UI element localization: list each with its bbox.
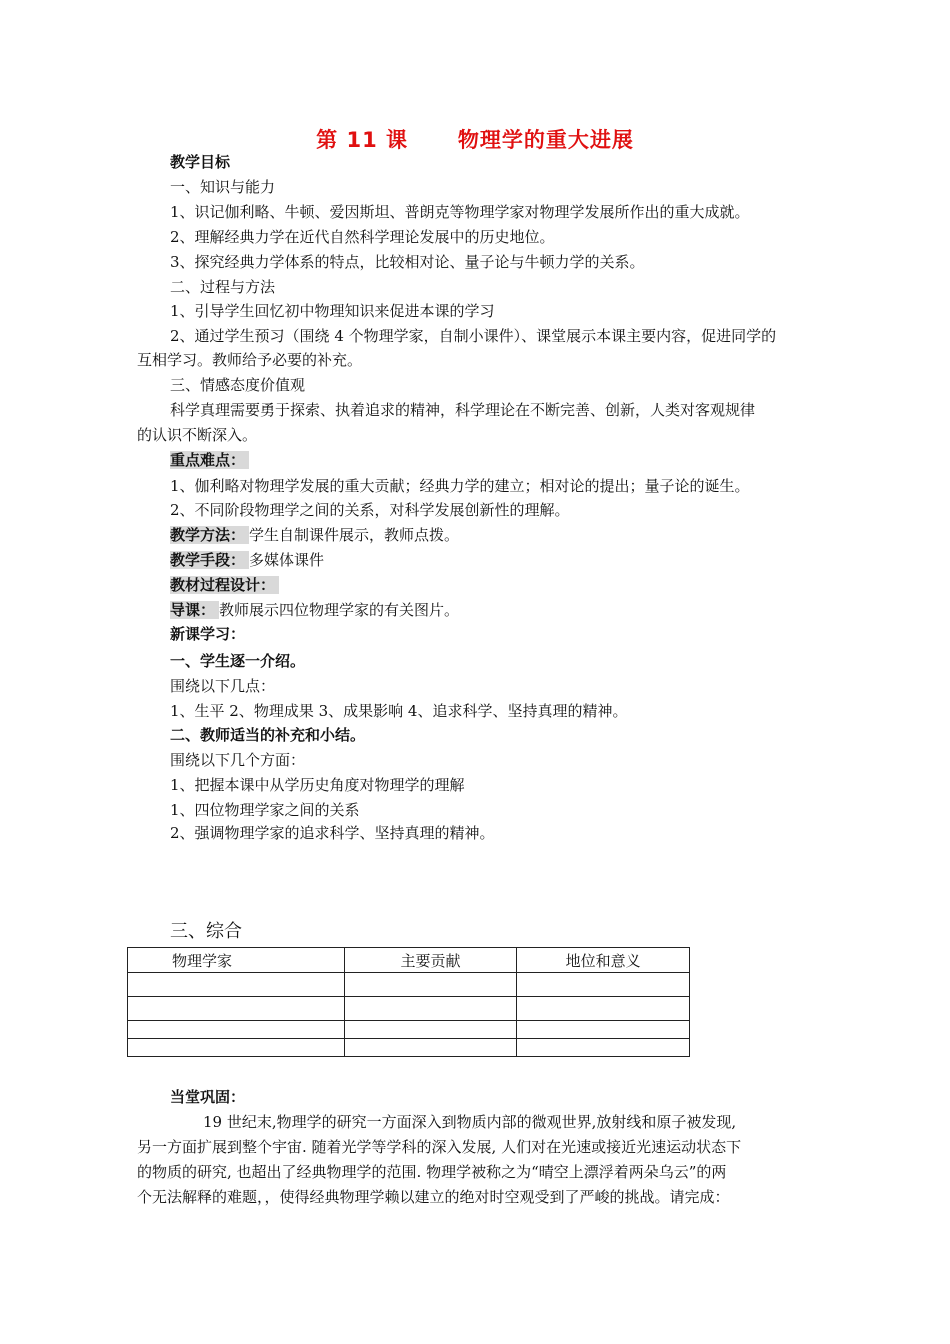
process-item-2-line-1: 2、通过学生预习（围绕 4 个物理学家，自制小课件）、课堂展示本课主要内容，促进同学的	[170, 327, 777, 345]
means-label: 教学手段：	[170, 551, 249, 569]
intro-label: 导课：	[170, 601, 219, 619]
values-line-1: 科学真理需要勇于探索、执着追求的精神，科学理论在不断完善、创新，人类对客观规律	[170, 401, 756, 419]
table-row	[128, 1039, 690, 1057]
objective-item: 1、识记伽利略、牛顿、爱因斯坦、普朗克等物理学家对物理学发展所作出的重大成就。	[170, 203, 750, 221]
table-cell[interactable]	[128, 1039, 345, 1057]
intro-line	[170, 600, 459, 620]
summary-table	[127, 947, 690, 1057]
means-text: 多媒体课件	[249, 551, 325, 569]
consolidation-line: 个无法解释的难题，，使得经典物理学赖以建立的绝对时空观受到了严峻的挑战。请完成：	[137, 1188, 730, 1206]
table-cell[interactable]	[344, 973, 517, 997]
objectives-section-2: 二、过程与方法	[170, 278, 276, 296]
objectives-section-1: 一、知识与能力	[170, 178, 276, 196]
table-cell[interactable]	[344, 1021, 517, 1039]
process-heading: 教材过程设计：	[170, 576, 279, 594]
key-points-heading: 重点难点：	[170, 451, 249, 469]
table-row	[128, 997, 690, 1021]
table-cell[interactable]	[128, 973, 345, 997]
consolidation-line: 的物质的研究, 也超出了经典物理学的范围. 物理学被称之为“晴空上漂浮着两朵乌云”的两	[137, 1163, 727, 1181]
part-2-heading: 二、教师适当的补充和小结。	[170, 726, 366, 744]
summary-heading: 三、综合	[170, 921, 242, 942]
table-cell[interactable]	[517, 1039, 690, 1057]
column-header-physicist: 物理学家	[128, 948, 345, 973]
new-lesson-heading: 新课学习：	[170, 625, 246, 643]
part-1-around: 围绕以下几点：	[170, 677, 276, 695]
table-row	[128, 973, 690, 997]
part-2-item: 1、四位物理学家之间的关系	[170, 801, 360, 819]
column-header-contribution: 主要贡献	[344, 948, 517, 973]
process-item-2-line-2: 互相学习。教师给予必要的补充。	[137, 351, 363, 369]
consolidation-heading: 当堂巩固：	[170, 1088, 246, 1106]
method-line	[170, 525, 459, 545]
part-2-item: 1、把握本课中从学历史角度对物理学的理解	[170, 776, 465, 794]
objectives-section-3: 三、情感态度价值观	[170, 376, 306, 394]
part-2-item: 2、强调物理学家的追求科学、坚持真理的精神。	[170, 824, 495, 842]
objectives-heading: 教学目标	[170, 153, 231, 171]
key-point-item: 2、不同阶段物理学之间的关系，对科学发展创新性的理解。	[170, 501, 570, 519]
process-item-1: 1、引导学生回忆初中物理知识来促进本课的学习	[170, 302, 495, 320]
part-1-points: 1、生平 2、物理成果 3、成果影响 4、追求科学、坚持真理的精神。	[170, 702, 628, 720]
part-1-heading: 一、学生逐一介绍。	[170, 652, 306, 670]
consolidation-line: 另一方面扩展到整个宇宙. 随着光学等学科的深入发展, 人们对在光速或接近光速运动状态下	[137, 1138, 742, 1156]
means-line	[170, 550, 324, 570]
table-cell[interactable]	[517, 973, 690, 997]
key-point-item: 1、伽利略对物理学发展的重大贡献；经典力学的建立；相对论的提出；量子论的诞生。	[170, 477, 750, 495]
column-header-significance: 地位和意义	[517, 948, 690, 973]
table-cell[interactable]	[128, 997, 345, 1021]
table-header-row	[128, 948, 690, 973]
table-cell[interactable]	[128, 1021, 345, 1039]
values-line-2: 的认识不断深入。	[137, 426, 258, 444]
consolidation-line: 19 世纪末,物理学的研究一方面深入到物质内部的微观世界,放射线和原子被发现,	[203, 1113, 737, 1131]
objective-item: 2、理解经典力学在近代自然科学理论发展中的历史地位。	[170, 228, 555, 246]
method-label: 教学方法：	[170, 526, 249, 544]
table-row	[128, 1021, 690, 1039]
table-cell[interactable]	[344, 997, 517, 1021]
lesson-title: 第 11 课 物理学的重大进展	[316, 128, 634, 152]
table-cell[interactable]	[517, 1021, 690, 1039]
table-cell[interactable]	[517, 997, 690, 1021]
objective-item: 3、探究经典力学体系的特点，比较相对论、量子论与牛顿力学的关系。	[170, 253, 645, 271]
table-cell[interactable]	[344, 1039, 517, 1057]
method-text: 学生自制课件展示，教师点拨。	[249, 526, 460, 544]
intro-text: 教师展示四位物理学家的有关图片。	[219, 601, 460, 619]
part-2-around: 围绕以下几个方面：	[170, 751, 306, 769]
